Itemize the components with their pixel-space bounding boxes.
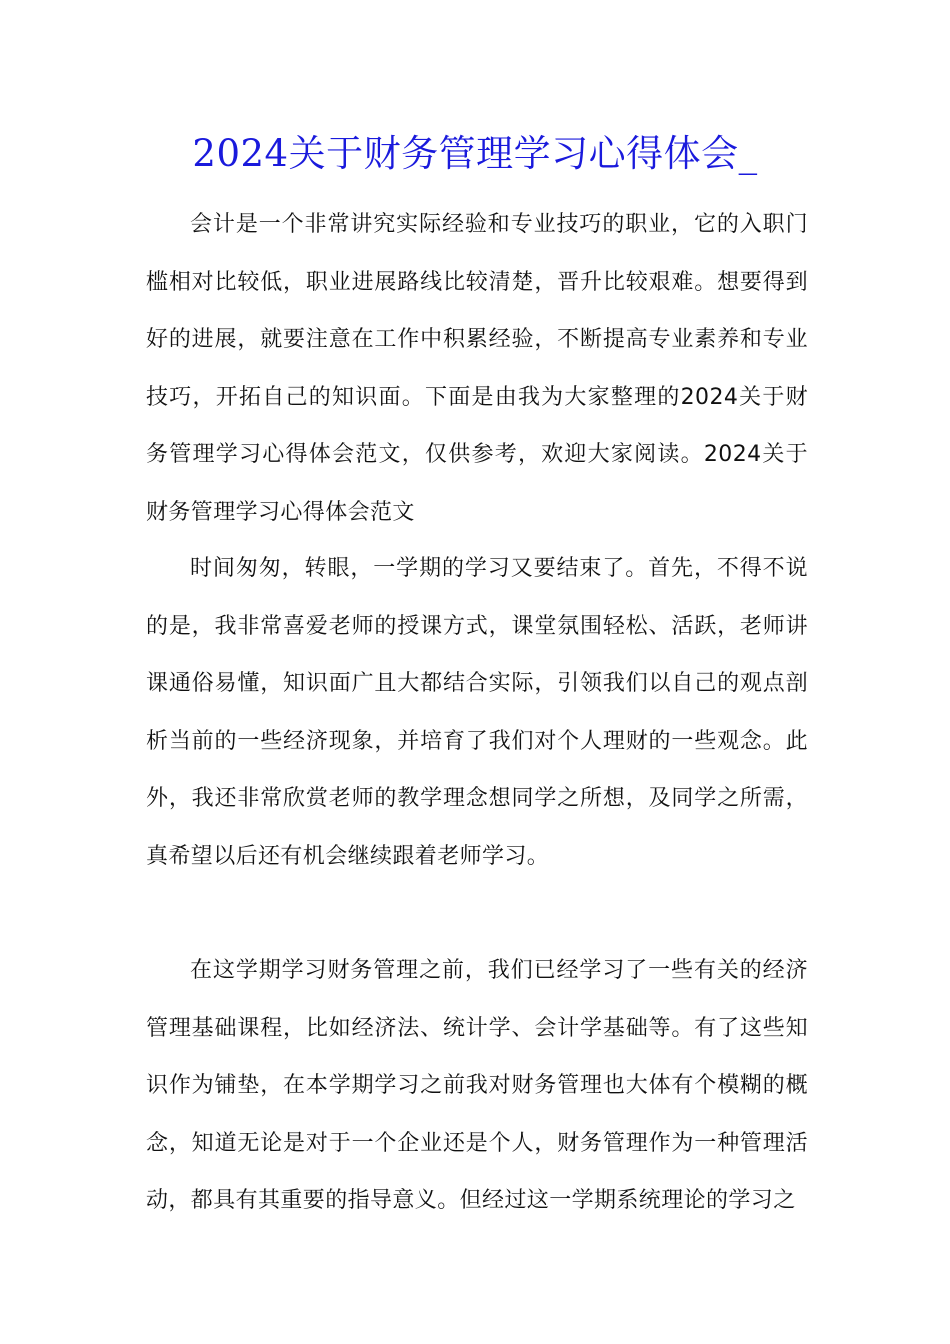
- document-title: 2024关于财务管理学习心得体会_: [192, 132, 758, 175]
- paragraph-intro: 会计是一个非常讲究实际经验和专业技巧的职业，它的入职门槛相对比较低，职业进展路线比较清楚，晋升比较艰难。想要得到好的进展，就要注意在工作中积累经验，不断提高专业素养和专业技巧，开拓自己的知识面。下面是由我为大家整理的2024关于财务管理学习心得体会范文，仅供参考，欢迎大家阅读。2024关于财务管理学习心得体会范文: [146, 212, 808, 525]
- paragraph-3: 在这学期学习财务管理之前，我们已经学习了一些有关的经济管理基础课程，比如经济法、统计学、会计学基础等。有了这些知识作为铺垫，在本学期学习之前我对财务管理也大体有个模糊的概念，知道无论是对于一个企业还是个人，财务管理作为一种管理活动，都具有其重要的指导意义。但经过这一学期系统理论的学习之: [146, 958, 808, 1213]
- paragraph-2: 时间匆匆，转眼，一学期的学习又要结束了。首先，不得不说的是，我非常喜爱老师的授课方式，课堂氛围轻松、活跃，老师讲课通俗易懂，知识面广且大都结合实际，引领我们以自己的观点剖析当前的一些经济现象，并培育了我们对个人理财的一些观念。此外，我还非常欣赏老师的教学理念想同学之所想，及同学之所需，真希望以后还有机会继续跟着老师学习。: [146, 556, 808, 869]
